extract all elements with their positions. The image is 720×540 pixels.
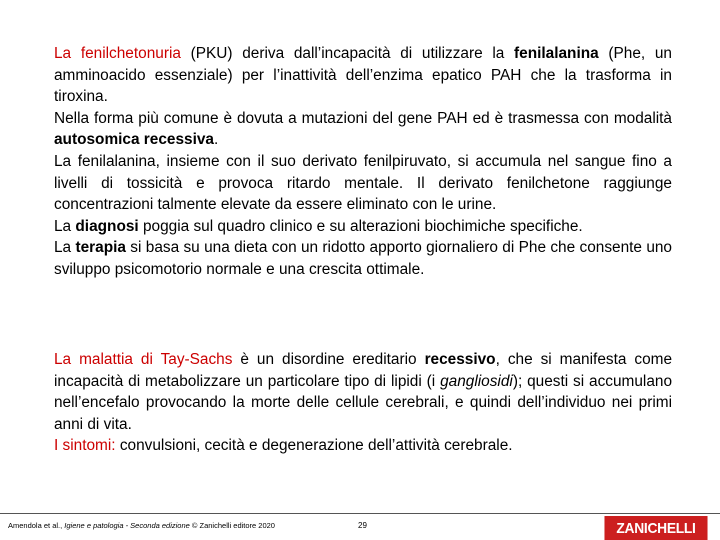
pku-paragraph-definition: [54, 43, 672, 108]
symptoms-label: I sintomi:: [54, 437, 116, 455]
pku-text: (PKU) deriva dall’incapacità di utilizzare la: [180, 45, 515, 62]
tay-sachs-text: è un disordine ereditario: [232, 351, 425, 368]
recessive-term: recessivo: [424, 351, 496, 368]
diagnosis-term: diagnosi: [75, 217, 139, 235]
pku-text: La: [54, 239, 76, 257]
tay-sachs-text: ); questi si accumulano nell’encefalo provocando la morte delle cellule cerebrali, e quindi dell’individuo nei primi anni di vita.: [54, 372, 673, 433]
gangliosides-term: gangliosidi: [440, 372, 513, 390]
citation-authors: Amendola et al.,: [8, 521, 65, 530]
symptoms-paragraph: [54, 435, 672, 457]
pku-text: si basa su una dieta con un ridotto apporto giornaliero di Phe che consente uno sviluppo psicomotorio normale e una crescita ottimale.: [54, 239, 672, 278]
page-number: 29: [358, 521, 367, 530]
pku-paragraph-inheritance: [54, 108, 672, 151]
tay-sachs-section: [54, 349, 672, 457]
footer-citation: [8, 521, 275, 530]
tay-sachs-paragraph: [54, 349, 672, 435]
tay-sachs-text: , che si manifesta come incapacità di metabolizzare un particolare tipo di lipidi (i: [54, 351, 673, 390]
footer-divider: [0, 513, 720, 514]
phenylalanine-term: fenilalanina: [514, 45, 599, 62]
pku-paragraph-therapy: [54, 237, 672, 280]
pku-term: La fenilchetonuria: [54, 45, 181, 62]
tay-sachs-term: La malattia di Tay-Sachs: [54, 351, 233, 368]
pku-section: [54, 43, 672, 281]
pku-text: (Phe, un amminoacido essenziale) per l’inattività dell’enzima epatico PAH che la trasforma in tiroxina.: [54, 45, 672, 106]
pku-text: Nella forma più comune è dovuta a mutazioni del gene PAH ed è trasmessa con modalità: [54, 109, 672, 127]
symptoms-text: convulsioni, cecità e degenerazione dell’attività cerebrale.: [115, 437, 513, 455]
citation-title: Igiene e patologia - Seconda edizione: [64, 521, 190, 530]
zanichelli-logo: ZANICHELLI: [604, 516, 707, 540]
pku-text: La: [54, 217, 76, 235]
citation-publisher: © Zanichelli editore 2020: [189, 521, 275, 530]
pku-text: poggia sul quadro clinico e su alterazioni biochimiche specifiche.: [138, 217, 583, 235]
pku-paragraph-diagnosis: [54, 216, 672, 238]
therapy-term: terapia: [75, 239, 126, 257]
pku-text: .: [214, 131, 219, 149]
inheritance-term: autosomica recessiva: [54, 131, 214, 149]
pku-paragraph-accumulation: La fenilalanina, insieme con il suo derivato fenilpiruvato, si accumula nel sangue fino a livelli di tossicità e provoca ritardo mentale. Il derivato fenilchetone raggiunge concentrazioni talmente elevate da essere eliminato con le urine.: [54, 152, 672, 214]
